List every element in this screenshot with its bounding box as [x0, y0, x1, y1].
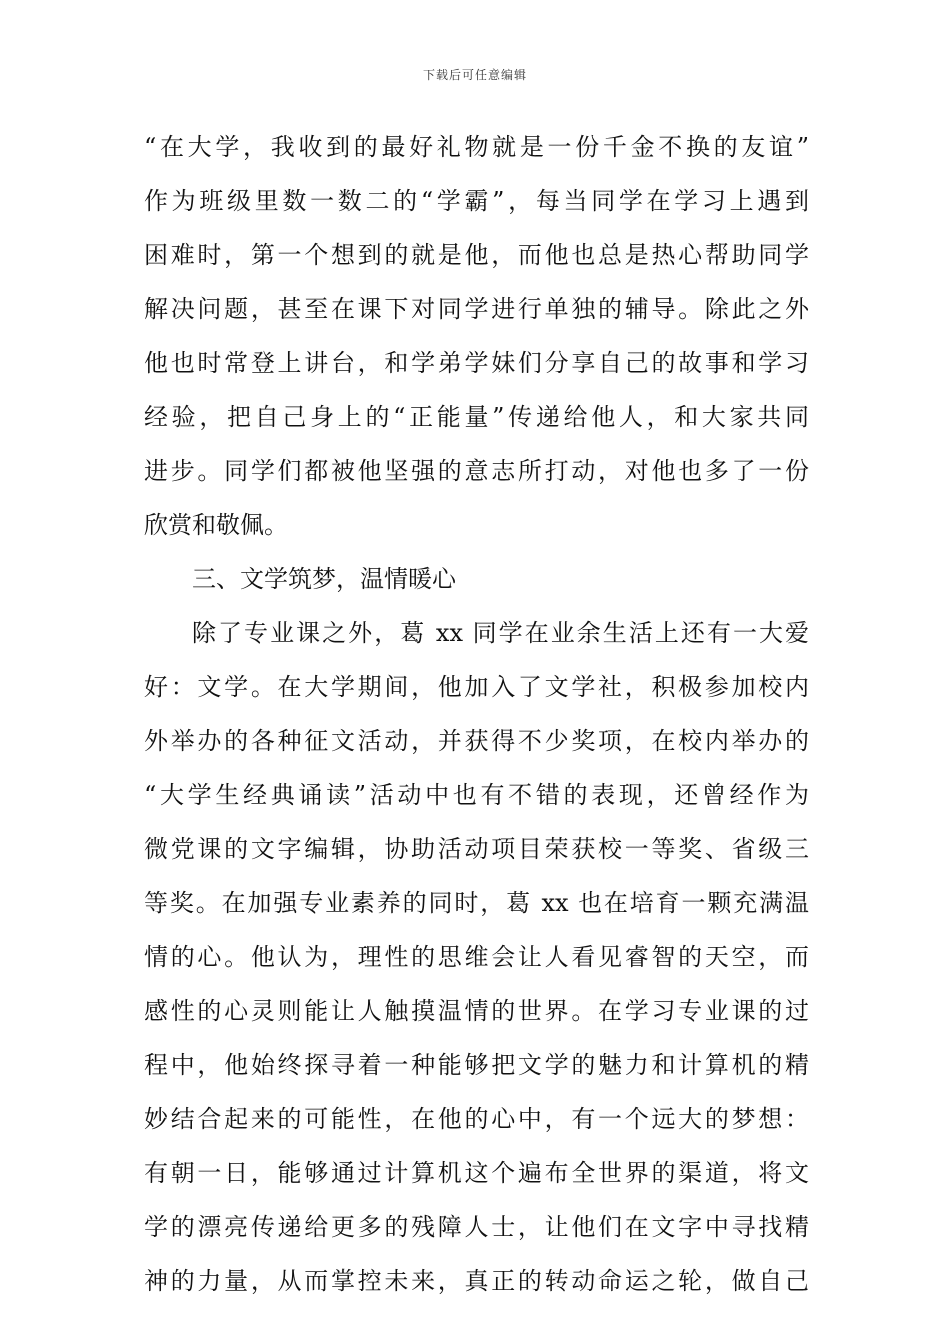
- paragraph-line: 好：文学。在大学期间，他加入了文学社，积极参加校内: [144, 673, 809, 701]
- paragraph-line: 感性的心灵则能让人触摸温情的世界。在学习专业课的过: [144, 997, 809, 1025]
- paragraph-line: 程中，他始终探寻着一种能够把文学的魅力和计算机的精: [144, 1051, 809, 1079]
- paragraph-line: 欣赏和敬佩。: [144, 511, 288, 539]
- document-body: [144, 120, 809, 1308]
- paragraph-line: 情的心。他认为，理性的思维会让人看见睿智的天空，而: [144, 943, 809, 971]
- paragraph-line: “大学生经典诵读”活动中也有不错的表现，还曾经作为: [144, 781, 809, 809]
- paragraph-line: 进步。同学们都被他坚强的意志所打动，对他也多了一份: [144, 457, 809, 485]
- paragraph-line: 等奖。在加强专业素养的同时，葛 xx 也在培育一颗充满温: [144, 889, 809, 917]
- paragraph-line: 除了专业课之外，葛 xx 同学在业余生活上还有一大爱: [192, 619, 809, 647]
- paragraph-line: 学的漂亮传递给更多的残障人士，让他们在文字中寻找精: [144, 1213, 809, 1241]
- paragraph-line: 经验，把自己身上的“正能量”传递给他人，和大家共同: [144, 403, 809, 431]
- section-heading: 三、文学筑梦，温情暖心: [192, 565, 456, 593]
- paragraph-line: “在大学，我收到的最好礼物就是一份千金不换的友谊”: [144, 133, 809, 161]
- paragraph-line: 妙结合起来的可能性，在他的心中，有一个远大的梦想：: [144, 1105, 809, 1133]
- page-header: 下载后可任意编辑: [422, 68, 527, 82]
- paragraph-line: 神的力量，从而掌控未来，真正的转动命运之轮，做自己: [144, 1267, 809, 1295]
- paragraph-line: 困难时，第一个想到的就是他，而他也总是热心帮助同学: [144, 241, 809, 269]
- paragraph-line: 解决问题，甚至在课下对同学进行单独的辅导。除此之外: [144, 295, 809, 323]
- paragraph-line: 有朝一日，能够通过计算机这个遍布全世界的渠道，将文: [144, 1159, 809, 1187]
- paragraph-line: 他也时常登上讲台，和学弟学妹们分享自己的故事和学习: [144, 349, 809, 377]
- paragraph-line: 作为班级里数一数二的“学霸”，每当同学在学习上遇到: [144, 187, 809, 215]
- paragraph-line: 外举办的各种征文活动，并获得不少奖项，在校内举办的: [144, 727, 809, 755]
- paragraph-line: 微党课的文字编辑，协助活动项目荣获校一等奖、省级三: [144, 835, 809, 863]
